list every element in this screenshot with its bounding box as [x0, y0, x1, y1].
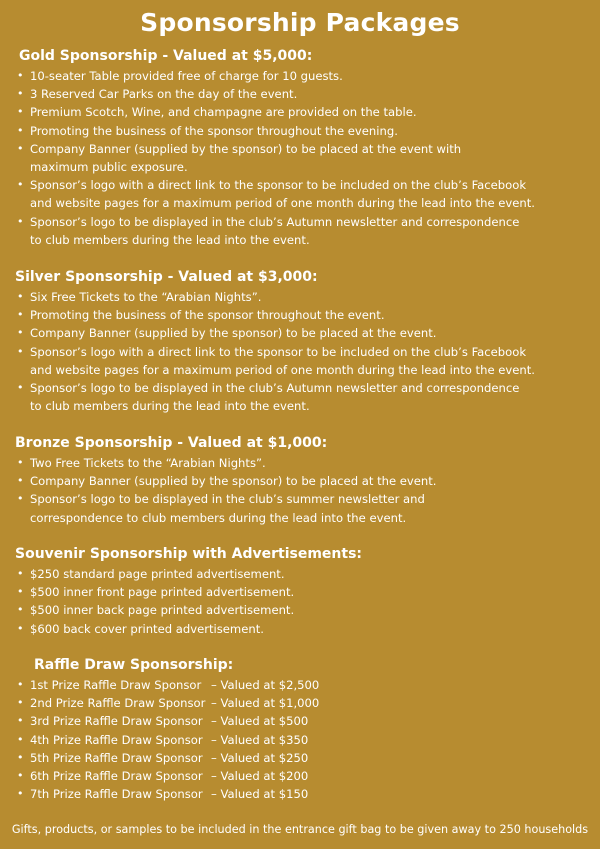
prize-name: 6th Prize Raffle Draw Sponsor: [30, 769, 203, 784]
list-item: • 6th Prize Raffle Draw Sponsor – Valued at $200: [15, 767, 590, 785]
prize-name: 1st Prize Raffle Draw Sponsor: [30, 678, 202, 692]
souvenir-list: [15, 565, 590, 638]
souvenir-section: [15, 545, 590, 638]
list-item: • Company Banner (supplied by the sponsor) to be placed at the event.: [17, 474, 437, 489]
prize-name: 7th Prize Raffle Draw Sponsor: [30, 787, 203, 802]
list-item: • $250 standard page printed advertisement.: [17, 567, 285, 581]
silver-heading: Silver Sponsorship - Valued at $3,000:: [15, 269, 318, 285]
list-item: • Sponsor’s logo with a direct link to the sponsor to be included on the club’s Facebook and website pages for a maximum period of one month during the lead into the event.: [17, 344, 535, 377]
list-item: • Sponsor’s logo to be displayed in the club’s summer newsletter and correspondence to club members during the lead into the event.: [17, 492, 425, 525]
list-item: • 3 Reserved Car Parks on the day of the event.: [17, 87, 298, 102]
list-item: • 2nd Prize Raffle Draw Sponsor – Valued at $1,000: [15, 694, 590, 712]
silver-section: [15, 268, 590, 415]
raffle-list: [15, 676, 590, 803]
list-item: • 10-seater Table provided free of charge for 10 guests.: [17, 69, 343, 83]
prize-value: – Valued at $1,000: [211, 696, 320, 711]
page-title: Sponsorship Packages: [140, 8, 460, 37]
bronze-list: [15, 454, 590, 527]
list-item: • 4th Prize Raffle Draw Sponsor – Valued at $350: [15, 731, 590, 749]
list-item: • Company Banner (supplied by the sponsor) to be placed at the event.: [17, 326, 437, 341]
prize-value: – Valued at $500: [211, 714, 309, 729]
silver-list: [15, 288, 590, 415]
list-item: • Promoting the business of the sponsor throughout the event.: [17, 308, 385, 323]
list-item: • $500 inner back page printed advertisement.: [17, 603, 295, 618]
prize-name: 3rd Prize Raffle Draw Sponsor: [30, 714, 203, 729]
list-item: • Company Banner (supplied by the sponsor) to be placed at the event with maximum public exposure.: [17, 141, 462, 175]
list-item: • 1st Prize Raffle Draw Sponsor – Valued at $2,500: [15, 676, 590, 694]
list-item: • 7th Prize Raffle Draw Sponsor – Valued at $150: [15, 785, 590, 803]
list-item: • Sponsor’s logo to be displayed in the club’s Autumn newsletter and correspondence to club members during the lead into the event.: [17, 214, 520, 247]
prize-name: 4th Prize Raffle Draw Sponsor: [30, 732, 203, 747]
list-item: • Sponsor’s logo with a direct link to the sponsor to be included on the club’s Facebook and website pages for a maximum period of one month during the lead into the event.: [17, 178, 535, 211]
prize-name: 2nd Prize Raffle Draw Sponsor: [30, 696, 206, 711]
list-item: • Promoting the business of the sponsor throughout the evening.: [17, 123, 398, 138]
prize-name: 5th Prize Raffle Draw Sponsor: [30, 750, 203, 765]
list-item: • Six Free Tickets to the “Arabian Nights”.: [17, 290, 262, 304]
list-item: • Two Free Tickets to the “Arabian Nights”.: [17, 456, 266, 470]
list-item: • $600 back cover printed advertisement.: [17, 621, 264, 636]
souvenir-heading: Souvenir Sponsorship with Advertisements:: [15, 546, 363, 562]
list-item: • Premium Scotch, Wine, and champagne are provided on the table.: [17, 105, 417, 120]
bronze-heading: Bronze Sponsorship - Valued at $1,000:: [15, 435, 328, 451]
gold-list: [15, 67, 594, 249]
raffle-heading: Raffle Draw Sponsorship:: [34, 657, 234, 673]
prize-value: – Valued at $350: [211, 732, 309, 747]
list-item: • Sponsor’s logo to be displayed in the club’s Autumn newsletter and correspondence to club members during the lead into the event.: [17, 381, 520, 414]
gold-section: [19, 47, 594, 249]
prize-value: – Valued at $250: [211, 750, 309, 765]
bronze-section: [15, 434, 590, 527]
gold-heading: Gold Sponsorship - Valued at $5,000:: [19, 48, 313, 64]
list-item: • 3rd Prize Raffle Draw Sponsor – Valued at $500: [15, 712, 590, 730]
raffle-section: [15, 656, 590, 803]
prize-value: – Valued at $2,500: [211, 678, 320, 692]
list-item: • $500 inner front page printed advertisement.: [17, 585, 295, 600]
prize-value: – Valued at $150: [211, 787, 309, 802]
prize-value: – Valued at $200: [211, 769, 309, 784]
footer-note: Gifts, products, or samples to be included in the entrance gift bag to be given away to 250 households: [11, 823, 589, 836]
list-item: • 5th Prize Raffle Draw Sponsor – Valued at $250: [15, 749, 590, 767]
